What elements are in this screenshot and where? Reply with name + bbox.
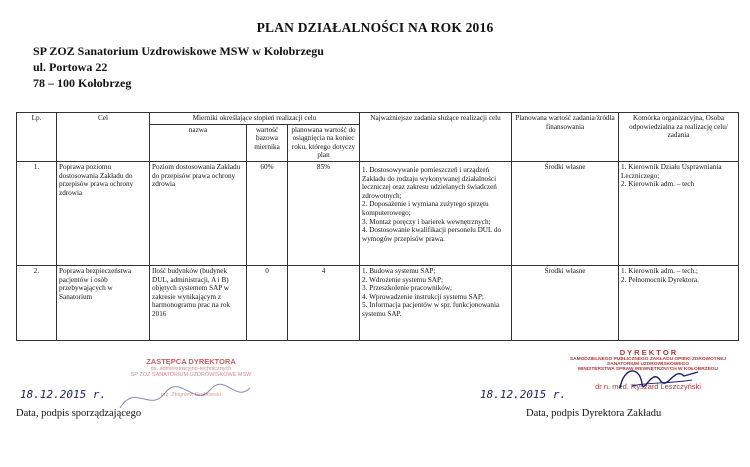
cell-bazowa: 60% <box>247 161 288 265</box>
header-finansowanie: Planowana wartość zadania/źródła finansowania <box>512 113 619 162</box>
table-row <box>17 265 739 340</box>
stamp-line: SP ZOZ SANATORIUM UZDROWISKOWE MSW <box>130 372 252 378</box>
cell-lp: 1. <box>17 161 57 265</box>
cell-cel: Poprawa poziomu dostosowania Zakładu do przepisów prawa ochrony zdrowia <box>57 161 150 265</box>
cell-bazowa: 0 <box>247 265 288 340</box>
right-signature-caption: Data, podpis Dyrektora Zakładu <box>526 408 662 419</box>
cell-planowana: 4 <box>288 265 360 340</box>
institution-city: 78 – 100 Kołobrzeg <box>33 76 132 90</box>
stamp-line: ds. administracyjno-technicznych <box>150 366 232 372</box>
plan-table <box>16 112 739 341</box>
header-planowana: planowana wartość do osiągnięcia na koniec roku, którego dotyczy plan <box>288 124 360 161</box>
stamp-line: D Y R E K T O R <box>619 348 677 357</box>
cell-finansowanie: Środki własne <box>512 265 619 340</box>
header-komorka: Komórka organizacyjna, Osoba odpowiedzialna za realizację celu/ zadania <box>619 113 739 162</box>
stamp-line: MINISTERSTWA SPRAW WEWNĘTRZNYCH W KOŁOBRZEGU <box>578 367 718 372</box>
table-row <box>17 161 739 265</box>
cell-planowana: 85% <box>288 161 360 265</box>
left-signature-caption: Data, podpis sporządzającego <box>16 408 142 419</box>
institution-street: ul. Portowa 22 <box>33 60 108 74</box>
table-header-row <box>17 113 739 125</box>
cell-zadania: 1. Budowa systemu SAP; 2. Wdrożenie systemu SAP; 3. Przeszkolenie pracowników; 4. Wprowadzenie instrukcji systemu SAP; 5. Informacja pacjentów w spr. funkcjonowania systemu SAP. <box>360 265 512 340</box>
stamp-line: dr n. med. Ryszard Leszczyński <box>595 382 701 391</box>
header-zadania: Najważniejsze zadania służące realizacji celu <box>360 113 512 162</box>
stamp-line: inż. Zbigniew Grabowski <box>161 392 221 398</box>
header-bazowa: wartość bazowa miernika <box>247 124 288 161</box>
header-mierniki: Mierniki określające stopień realizacji celu <box>150 113 360 125</box>
stamp-line: SAMODZIELNEGO PUBLICZNEGO ZAKŁADU OPIEKI ZDROWOTNEJ <box>569 357 727 362</box>
cell-cel: Poprawa bezpieczeństwa pacjentów i osób przebywających w Sanatorium <box>57 265 150 340</box>
cell-zadania: 1. Dostosowywanie pomieszczeń i urządzeń Zakładu do rodzaju wykonywanej działalności leczniczej oraz zakresu udzielanych świadczeń zdrowotnych; 2. Doposażenie i wymiana zużytego sprzętu komputerowego; 3. Montaż poręczy i barierek wewnętrznych; 4. Dostosowanie kwalifikacji personelu DUL do wymogów przepisów prawa. <box>360 161 512 265</box>
stamp-line: ZASTĘPCA DYREKTORA <box>146 357 236 366</box>
header-cel: Cel <box>57 113 150 162</box>
institution-name: SP ZOZ Sanatorium Uzdrowiskowe MSW w Kołobrzegu <box>33 44 324 58</box>
cell-lp: 2. <box>17 265 57 340</box>
cell-nazwa: Ilość budynków (budynek DUL, administracji, A i B) objętych systemem SAP w zakresie wynikającym z harmonogramu prac na rok 2016 <box>150 265 247 340</box>
cell-finansowanie: Środki własne <box>512 161 619 265</box>
cell-nazwa: Poziom dostosowania Zakładu do przepisów prawa ochrony zdrowia <box>150 161 247 265</box>
left-signature-date: 18.12.2015 r. <box>20 388 107 401</box>
cell-komorka: 1. Kierownik adm. – tech.; 2. Pełnomocnik Dyrektora. <box>619 265 739 340</box>
header-lp: Lp. <box>17 113 57 162</box>
stamp-line: SANATORIUM UZDROWISKOWEGO <box>607 362 689 367</box>
director-signature <box>612 358 702 398</box>
header-nazwa: nazwa <box>150 124 247 161</box>
right-signature-date: 18.12.2015 r. <box>480 388 567 401</box>
document-title: PLAN DZIAŁALNOŚCI NA ROK 2016 <box>256 20 494 35</box>
cell-komorka: 1. Kierownik Działu Usprawniania Leczniczego; 2. Kierownik adm. – tech <box>619 161 739 265</box>
